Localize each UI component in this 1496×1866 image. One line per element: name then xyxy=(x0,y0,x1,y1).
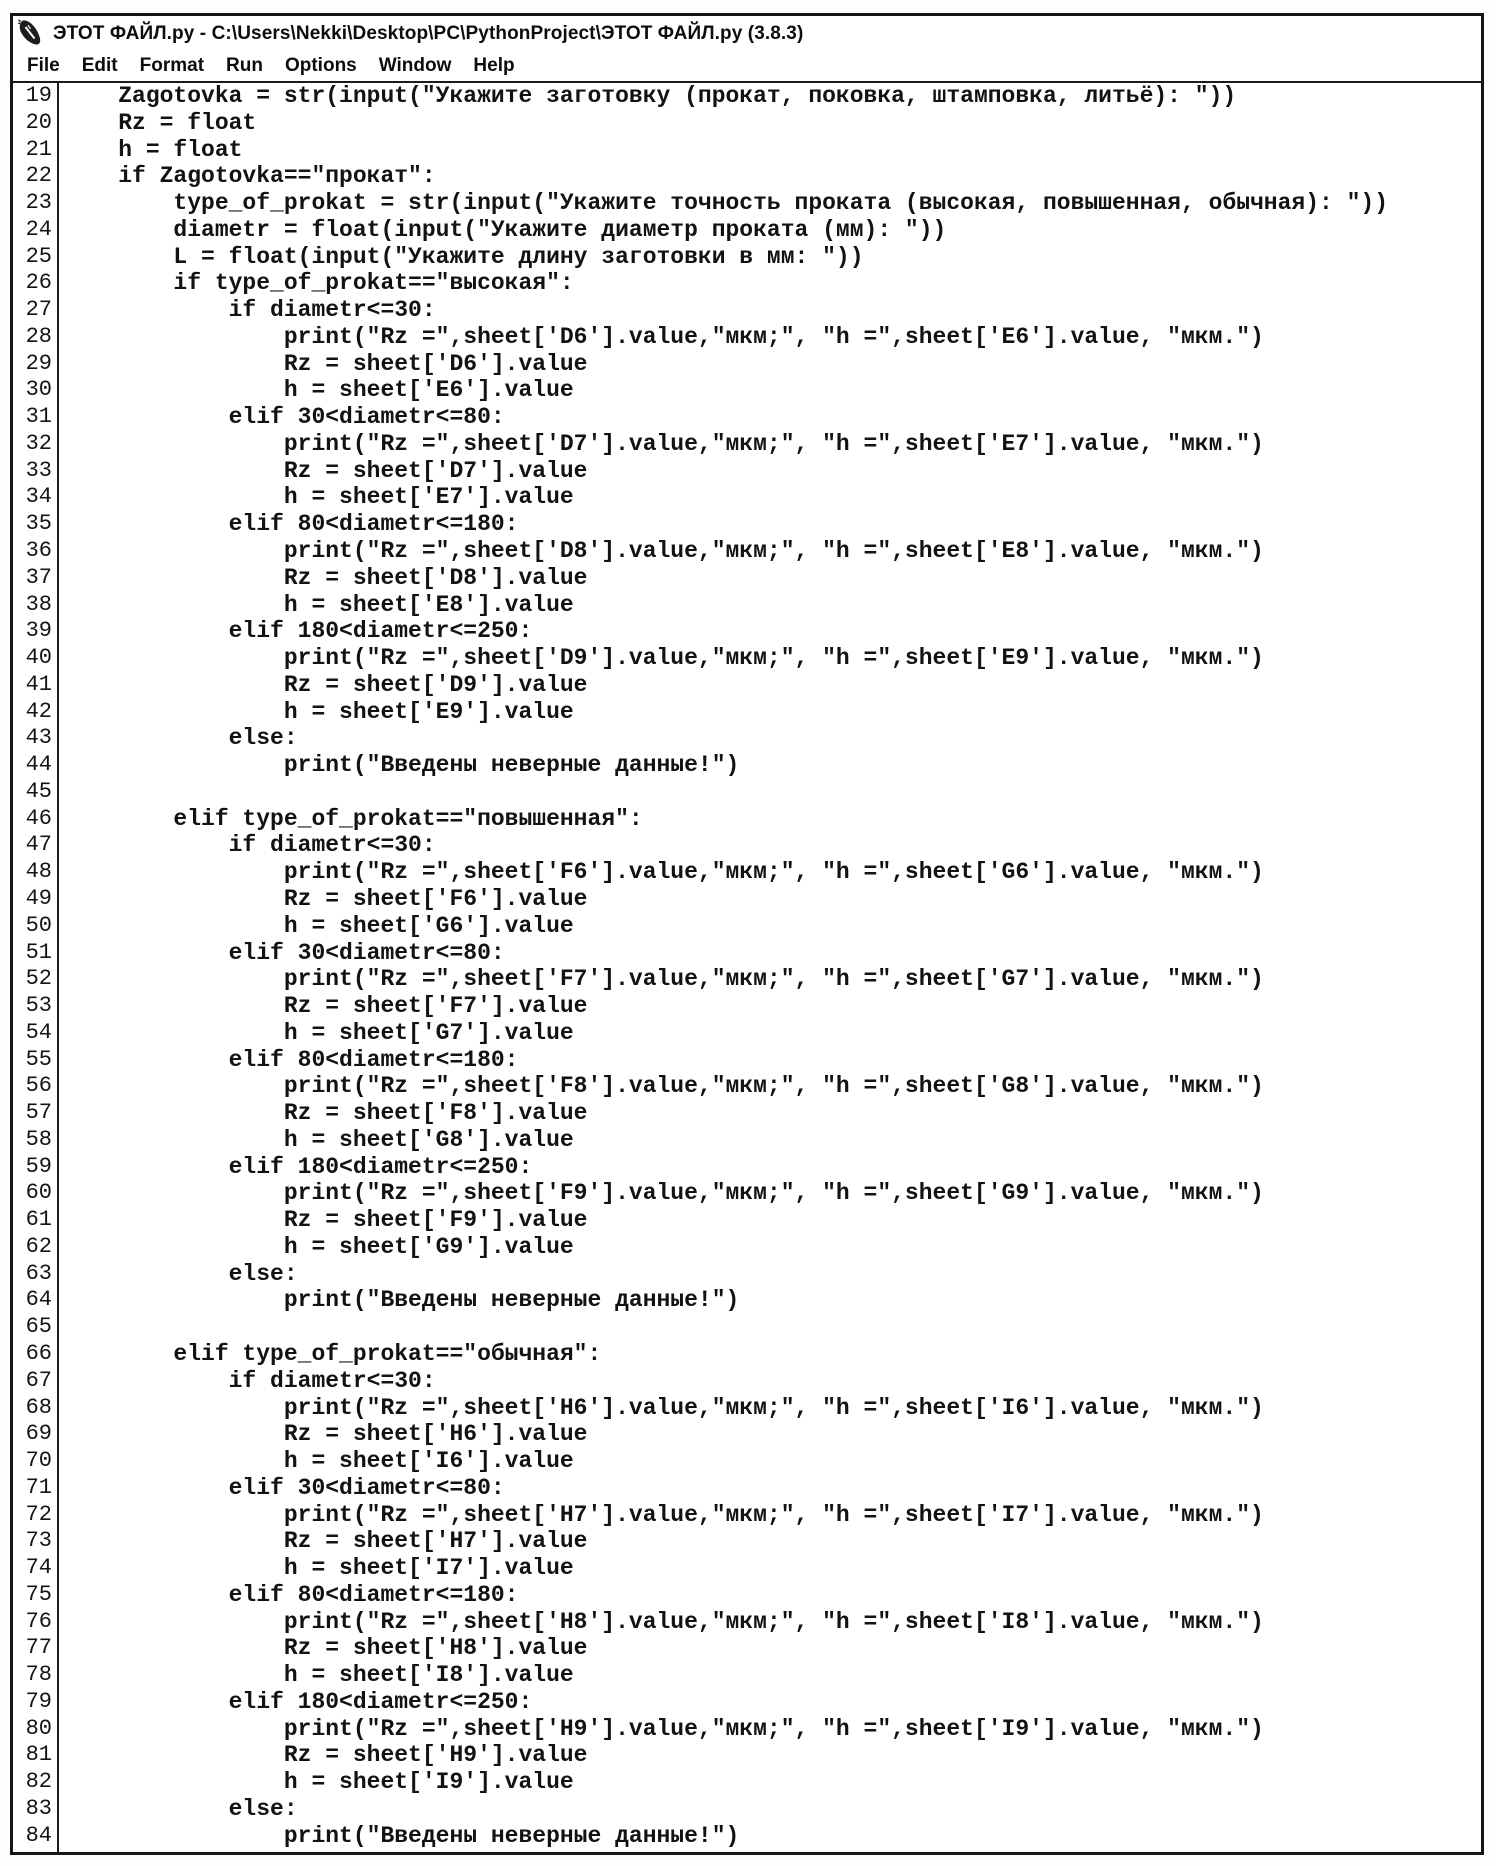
line-number: 19 xyxy=(25,83,52,108)
menu-item-format[interactable]: Format xyxy=(139,55,205,76)
code-line[interactable]: Rz = sheet['F9'].value xyxy=(63,1207,588,1234)
line-number: 83 xyxy=(25,1796,52,1821)
line-number: 74 xyxy=(25,1555,52,1581)
code-line[interactable]: print("Rz =",sheet['F6'].value,"мкм;", "h =",sheet['G6'].value, "мкм.") xyxy=(63,859,1264,886)
line-number: 30 xyxy=(25,377,52,403)
code-line[interactable]: diametr = float(input("Укажите диаметр проката (мм): ")) xyxy=(63,216,947,243)
line-number-gutter xyxy=(13,83,59,1852)
line-number: 52 xyxy=(25,966,52,992)
line-number: 26 xyxy=(25,270,52,296)
code-line[interactable]: Rz = float xyxy=(63,109,257,136)
code-line[interactable]: elif 180<diametr<=250: xyxy=(63,1153,533,1180)
line-number: 61 xyxy=(25,1207,52,1233)
line-number: 25 xyxy=(25,243,52,269)
line-number: 72 xyxy=(25,1501,52,1527)
code-line[interactable]: h = sheet['E8'].value xyxy=(63,591,574,618)
code-line[interactable]: Rz = sheet['H8'].value xyxy=(63,1635,588,1662)
code-line[interactable]: elif 80<diametr<=180: xyxy=(63,1046,519,1073)
code-line[interactable]: print("Rz =",sheet['D9'].value,"мкм;", "h =",sheet['E9'].value, "мкм.") xyxy=(63,645,1264,672)
code-line[interactable]: print("Rz =",sheet['D7'].value,"мкм;", "h =",sheet['E7'].value, "мкм.") xyxy=(63,430,1264,457)
menu-item-window[interactable]: Window xyxy=(378,55,452,76)
line-number: 67 xyxy=(25,1367,52,1393)
code-line[interactable]: type_of_prokat = str(input("Укажите точность проката (высокая, повышенная, обычная): ")) xyxy=(63,190,1389,217)
line-number: 20 xyxy=(25,109,52,135)
line-number: 22 xyxy=(25,163,52,189)
code-line[interactable]: Rz = sheet['D8'].value xyxy=(63,564,588,591)
line-number: 32 xyxy=(25,430,52,456)
code-line[interactable]: h = sheet['E7'].value xyxy=(63,484,574,511)
line-number: 36 xyxy=(25,538,52,564)
code-line[interactable]: elif 180<diametr<=250: xyxy=(63,1688,533,1715)
code-line[interactable]: print("Rz =",sheet['F9'].value,"мкм;", "h =",sheet['G9'].value, "мкм.") xyxy=(63,1180,1264,1207)
line-number: 34 xyxy=(25,484,52,510)
line-number: 48 xyxy=(25,859,52,885)
idle-python-icon xyxy=(18,19,44,47)
code-line[interactable]: print("Введены неверные данные!") xyxy=(63,752,740,779)
line-number: 46 xyxy=(25,805,52,831)
code-line[interactable]: h = sheet['G8'].value xyxy=(63,1126,574,1153)
code-line[interactable]: if diametr<=30: xyxy=(63,1367,436,1394)
line-number: 84 xyxy=(25,1822,52,1848)
code-line[interactable]: print("Rz =",sheet['F8'].value,"мкм;", "h =",sheet['G8'].value, "мкм.") xyxy=(63,1073,1264,1100)
line-number: 43 xyxy=(25,725,52,751)
line-number: 53 xyxy=(25,993,52,1019)
line-number: 58 xyxy=(25,1126,52,1152)
code-area[interactable] xyxy=(59,83,1481,1852)
code-line[interactable]: h = float xyxy=(63,136,243,163)
code-line[interactable]: h = sheet['I7'].value xyxy=(63,1555,574,1582)
code-line[interactable]: Rz = sheet['F6'].value xyxy=(63,885,588,912)
line-number: 59 xyxy=(25,1153,52,1179)
code-line[interactable]: if diametr<=30: xyxy=(63,297,436,324)
line-number: 49 xyxy=(25,885,52,911)
line-number: 47 xyxy=(25,832,52,858)
line-number: 21 xyxy=(25,136,52,162)
line-number: 39 xyxy=(25,618,52,644)
line-number: 63 xyxy=(25,1260,52,1286)
code-line[interactable]: L = float(input("Укажите длину заготовки в мм: ")) xyxy=(63,243,864,270)
line-number: 79 xyxy=(25,1688,52,1714)
code-line[interactable]: print("Rz =",sheet['H9'].value,"мкм;", "h =",sheet['I9'].value, "мкм.") xyxy=(63,1715,1264,1742)
menu-item-run[interactable]: Run xyxy=(226,55,263,76)
menu-item-options[interactable]: Options xyxy=(284,55,357,76)
line-number: 45 xyxy=(25,778,52,804)
line-number: 38 xyxy=(25,591,52,617)
line-number: 29 xyxy=(25,350,52,376)
code-line[interactable]: if Zagotovka=="прокат": xyxy=(63,163,436,190)
code-line[interactable]: Rz = sheet['F7'].value xyxy=(63,993,588,1020)
code-line[interactable]: h = sheet['E9'].value xyxy=(63,698,574,725)
code-line[interactable]: print("Введены неверные данные!") xyxy=(63,1822,740,1849)
line-number: 35 xyxy=(25,511,52,537)
code-line[interactable]: print("Введены неверные данные!") xyxy=(63,1287,740,1314)
code-line[interactable]: print("Rz =",sheet['D8'].value,"мкм;", "h =",sheet['E8'].value, "мкм.") xyxy=(63,538,1264,565)
line-number: 31 xyxy=(25,404,52,430)
line-number: 60 xyxy=(25,1180,52,1206)
code-line[interactable]: else: xyxy=(63,1260,298,1287)
line-number: 68 xyxy=(25,1394,52,1420)
code-line[interactable]: h = sheet['I9'].value xyxy=(63,1769,574,1796)
line-number: 62 xyxy=(25,1233,52,1259)
code-line[interactable]: elif 30<diametr<=80: xyxy=(63,1474,505,1501)
line-number: 64 xyxy=(25,1287,52,1313)
code-line[interactable]: print("Rz =",sheet['D6'].value,"мкм;", "h =",sheet['E6'].value, "мкм.") xyxy=(63,323,1264,350)
code-line[interactable]: Rz = sheet['D9'].value xyxy=(63,671,588,698)
code-line[interactable] xyxy=(63,779,1481,806)
code-line[interactable]: if diametr<=30: xyxy=(63,832,436,859)
line-number: 75 xyxy=(25,1581,52,1607)
code-line[interactable]: h = sheet['E6'].value xyxy=(63,377,574,404)
line-number: 76 xyxy=(25,1608,52,1634)
line-number: 69 xyxy=(25,1421,52,1447)
line-number: 78 xyxy=(25,1662,52,1688)
code-line[interactable]: h = sheet['I6'].value xyxy=(63,1448,574,1475)
code-line[interactable]: elif 80<diametr<=180: xyxy=(63,511,519,538)
code-line[interactable]: Zagotovka = str(input("Укажите заготовку (прокат, поковка, штамповка, литьё): ")) xyxy=(63,83,1237,109)
menu-item-help[interactable]: Help xyxy=(473,55,515,76)
line-number: 80 xyxy=(25,1715,52,1741)
code-line[interactable]: Rz = sheet['H7'].value xyxy=(63,1528,588,1555)
line-number: 57 xyxy=(25,1100,52,1126)
code-line[interactable]: else: xyxy=(63,1796,298,1822)
code-line[interactable]: Rz = sheet['D7'].value xyxy=(63,457,588,484)
code-line[interactable]: Rz = sheet['F8'].value xyxy=(63,1100,588,1127)
code-line[interactable]: elif type_of_prokat=="обычная": xyxy=(63,1340,602,1367)
line-number: 81 xyxy=(25,1742,52,1768)
line-number: 70 xyxy=(25,1448,52,1474)
window-title: ЭТОТ ФАЙЛ.py - C:\Users\Nekki\Desktop\PC\PythonProject\ЭТОТ ФАЙЛ.py (3.8.3) xyxy=(53,22,804,44)
idle-editor-window xyxy=(10,13,1484,1855)
code-line[interactable]: Rz = sheet['H6'].value xyxy=(63,1421,588,1448)
code-line[interactable]: print("Rz =",sheet['H6'].value,"мкм;", "h =",sheet['I6'].value, "мкм.") xyxy=(63,1394,1264,1421)
menu-item-file[interactable]: File xyxy=(27,55,60,76)
code-line[interactable]: h = sheet['G9'].value xyxy=(63,1233,574,1260)
line-number: 56 xyxy=(25,1073,52,1099)
code-line[interactable]: elif 30<diametr<=80: xyxy=(63,404,505,431)
code-line[interactable]: h = sheet['G7'].value xyxy=(63,1019,574,1046)
line-number: 40 xyxy=(25,645,52,671)
code-line[interactable]: h = sheet['I8'].value xyxy=(63,1662,574,1689)
line-number: 54 xyxy=(25,1019,52,1045)
line-number: 37 xyxy=(25,564,52,590)
line-number: 41 xyxy=(25,671,52,697)
code-line[interactable]: elif 80<diametr<=180: xyxy=(63,1581,519,1608)
line-number: 50 xyxy=(25,912,52,938)
editor-area[interactable] xyxy=(13,83,1481,1852)
code-line[interactable]: else: xyxy=(63,725,298,752)
code-line[interactable]: elif 180<diametr<=250: xyxy=(63,618,533,645)
line-number: 82 xyxy=(25,1769,52,1795)
line-number: 27 xyxy=(25,297,52,323)
line-number: 42 xyxy=(25,698,52,724)
code-line[interactable]: Rz = sheet['D6'].value xyxy=(63,350,588,377)
code-line[interactable]: elif 30<diametr<=80: xyxy=(63,939,505,966)
line-number: 24 xyxy=(25,216,52,242)
code-line[interactable]: if type_of_prokat=="высокая": xyxy=(63,270,574,297)
line-number: 51 xyxy=(25,939,52,965)
line-number: 65 xyxy=(25,1314,52,1340)
menu-item-edit[interactable]: Edit xyxy=(81,55,118,76)
line-number: 44 xyxy=(25,752,52,778)
code-line[interactable]: h = sheet['G6'].value xyxy=(63,912,574,939)
menubar xyxy=(13,51,1481,83)
line-number: 55 xyxy=(25,1046,52,1072)
code-line[interactable]: Rz = sheet['H9'].value xyxy=(63,1742,588,1769)
code-line[interactable]: print("Rz =",sheet['F7'].value,"мкм;", "h =",sheet['G7'].value, "мкм.") xyxy=(63,966,1264,993)
titlebar[interactable] xyxy=(13,16,1481,51)
line-number: 66 xyxy=(25,1340,52,1366)
line-number: 77 xyxy=(25,1635,52,1661)
code-line[interactable]: elif type_of_prokat=="повышенная": xyxy=(63,805,643,832)
line-number: 33 xyxy=(25,457,52,483)
code-line[interactable]: print("Rz =",sheet['H8'].value,"мкм;", "h =",sheet['I8'].value, "мкм.") xyxy=(63,1608,1264,1635)
line-number: 73 xyxy=(25,1528,52,1554)
line-number: 71 xyxy=(25,1474,52,1500)
code-line[interactable]: print("Rz =",sheet['H7'].value,"мкм;", "h =",sheet['I7'].value, "мкм.") xyxy=(63,1501,1264,1528)
line-number: 23 xyxy=(25,190,52,216)
line-number: 28 xyxy=(25,323,52,349)
code-line[interactable] xyxy=(63,1314,1481,1341)
